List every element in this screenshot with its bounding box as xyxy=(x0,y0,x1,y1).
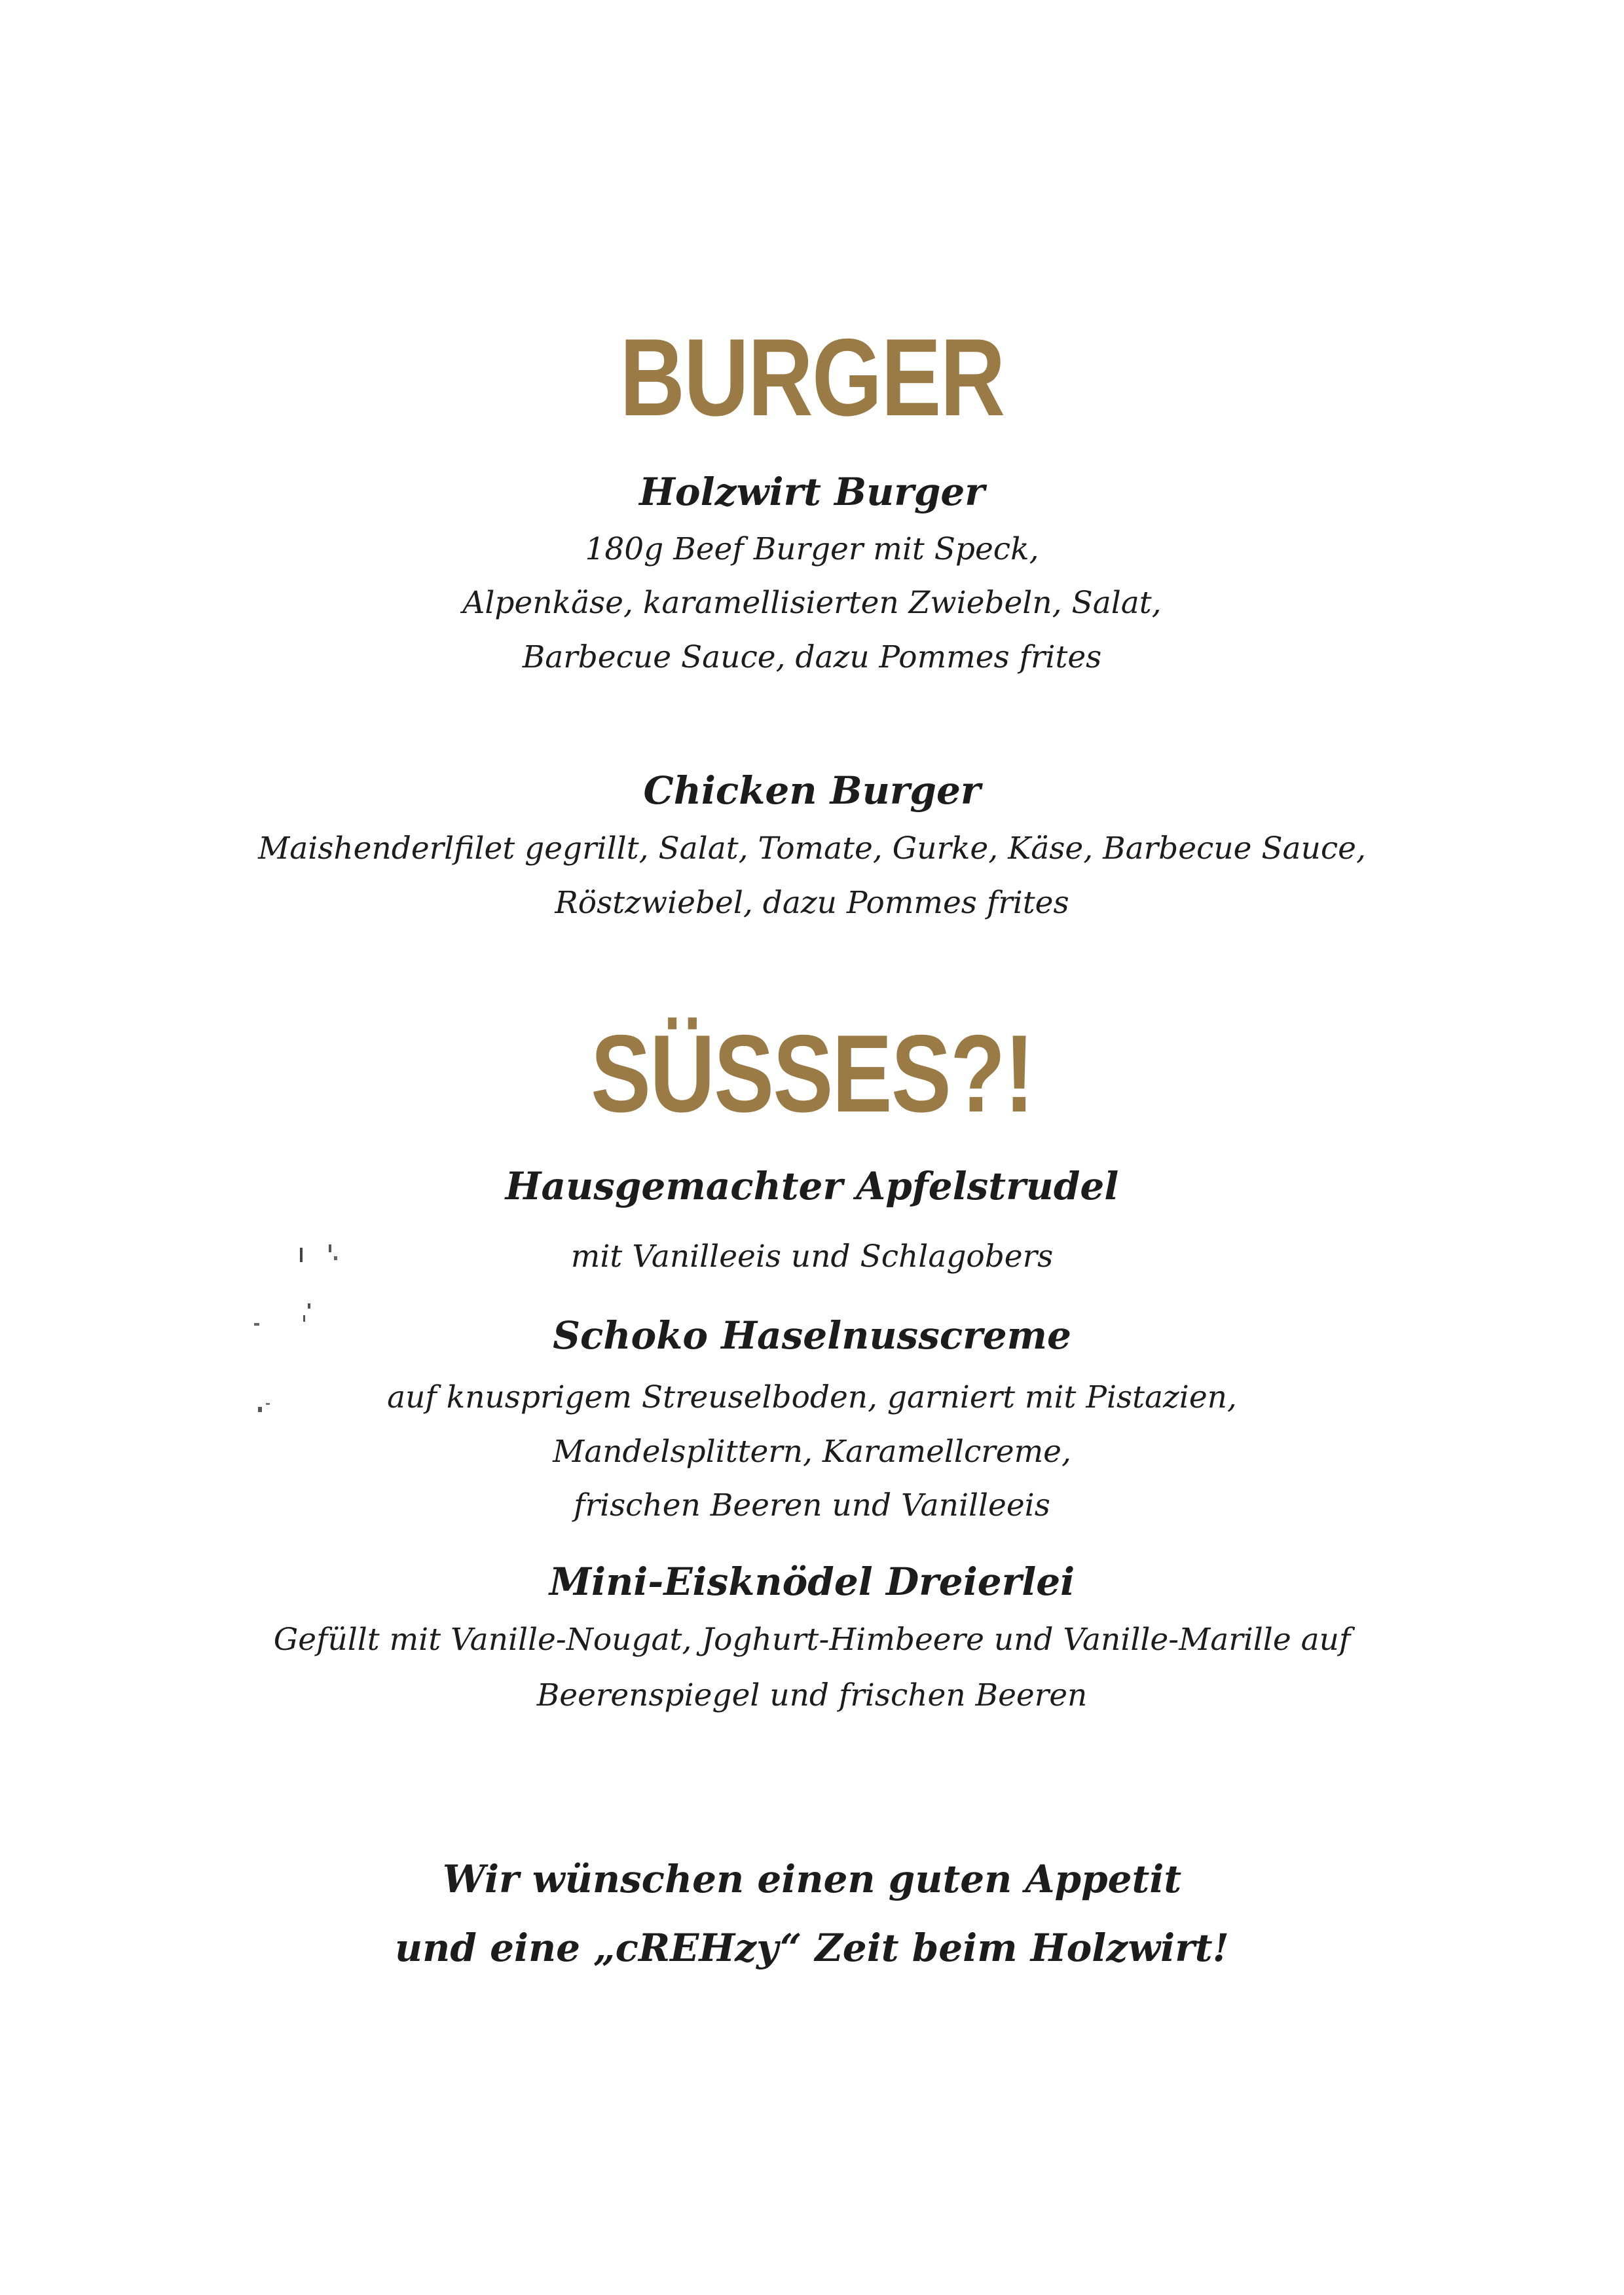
dish-name-schoko-haselnusscreme: Schoko Haselnusscreme xyxy=(553,1313,1071,1358)
dish-name-mini-eiskn-del: Mini-Eisknödel Dreierlei xyxy=(549,1559,1075,1604)
dish-name-chicken-burger: Chicken Burger xyxy=(643,768,981,813)
dish-description-line: Alpenkäse, karamellisierten Zwiebeln, Salat, xyxy=(462,585,1162,621)
dish-description-line: frischen Beeren und Vanilleeis xyxy=(574,1487,1050,1523)
dish-name-holzwirt-burger: Holzwirt Burger xyxy=(639,470,985,514)
dish-description-line: Röstzwiebel, dazu Pommes frites xyxy=(555,885,1069,921)
scan-specks xyxy=(242,1231,347,1428)
dish-name-apfelstrudel: Hausgemachter Apfelstrudel xyxy=(505,1164,1119,1208)
closing-line: Wir wünschen einen guten Appetit xyxy=(442,1857,1182,1901)
dish-description-line: Mandelsplittern, Karamellcreme, xyxy=(553,1434,1071,1470)
dish-description-line: auf knusprigem Streuselboden, garniert mit Pistazien, xyxy=(387,1379,1237,1415)
closing-line: und eine „cREHzy“ Zeit beim Holzwirt! xyxy=(394,1926,1230,1970)
dish-description-line: Maishenderlfilet gegrillt, Salat, Tomate, Gurke, Käse, Barbecue Sauce, xyxy=(258,830,1366,867)
section-title-burger: BURGER xyxy=(619,316,1005,439)
section-title-suesses: SÜSSES?! xyxy=(591,1012,1033,1135)
dish-description-line: Beerenspiegel und frischen Beeren xyxy=(536,1677,1088,1713)
dish-description-line: Barbecue Sauce, dazu Pommes frites xyxy=(522,639,1102,675)
dish-description-line: 180g Beef Burger mit Speck, xyxy=(585,531,1039,567)
dish-description-line: Gefüllt mit Vanille-Nougat, Joghurt-Himbeere und Vanille-Marille auf xyxy=(273,1622,1351,1658)
dish-description-line: mit Vanilleeis und Schlagobers xyxy=(570,1239,1054,1275)
